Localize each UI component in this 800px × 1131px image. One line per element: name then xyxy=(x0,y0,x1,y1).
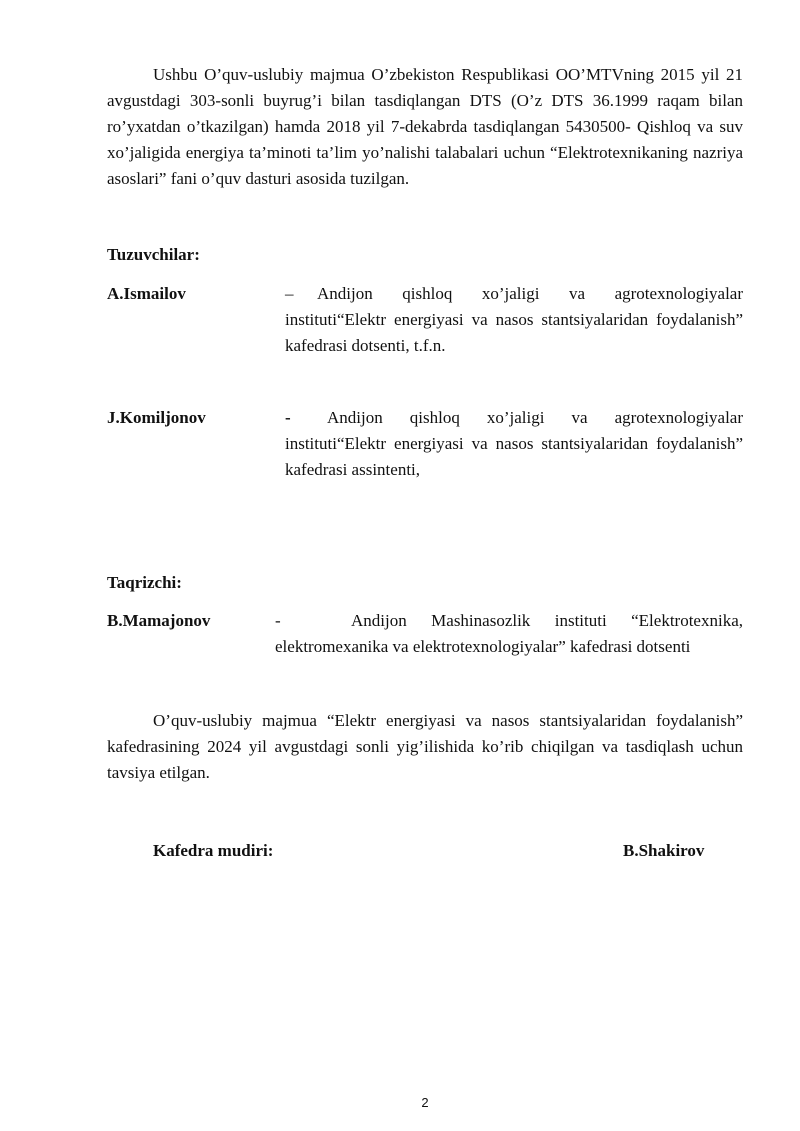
compiler-dash: - xyxy=(285,408,291,427)
intro-paragraph: Ushbu O’quv-uslubiy majmua O’zbekiston Respublikasi OO’MTVning 2015 yil 21 avgustdagi 303-sonli buyrug’i bilan tasdiqlangan DTS (O’z DTS 36.1999 raqam bilan ro’yxatdan o’tkazilgan) hamda 2018 yil 7-dekabrda tasdiqlangan 5430500- Qishloq va suv xo’jaligida energiya ta’minoti ta’lim yo’nalishi talabalari uchun “Elektrotexnikaning nazriya asoslari” fani o’quv dasturi asosida tuzilgan. xyxy=(107,65,743,188)
compilers-heading: Tuzuvchilar: xyxy=(107,245,200,264)
reviewer-description xyxy=(275,608,743,660)
signature-role: Kafedra mudiri: xyxy=(153,841,274,860)
compiler-name: J.Komiljonov xyxy=(107,408,206,427)
approval-paragraph: O’quv-uslubiy majmua “Elektr energiyasi va nasos stantsiyalaridan foydalanish” kafedrasining 2024 yil avgustdagi sonli yig’ilishida ko’rib chiqilgan va tasdiqlash uchun tavsiya etilgan. xyxy=(107,711,743,782)
compiler-desc-text: Andijon qishloq xo’jaligi va agrotexnologiyalar instituti“Elektr energiyasi va nasos stantsiyalaridan foydalanish” kafedrasi assintenti, xyxy=(285,408,743,479)
compiler-description xyxy=(285,281,743,359)
page-number: 2 xyxy=(421,1095,429,1110)
reviewer-desc-text: Andijon Mashinasozlik instituti “Elektrotexnika, elektromexanika va elektrotexnologiyalar” kafedrasi dotsenti xyxy=(275,611,743,656)
signature-name: B.Shakirov xyxy=(623,841,705,860)
reviewer-dash: - xyxy=(275,611,281,630)
reviewer-heading: Taqrizchi: xyxy=(107,573,182,592)
reviewer-name: B.Mamajonov xyxy=(107,611,211,630)
compiler-name: A.Ismailov xyxy=(107,284,186,303)
compiler-desc-text: Andijon qishloq xo’jaligi va agrotexnologiyalar instituti“Elektr energiyasi va nasos stantsiyalaridan foydalanish” kafedrasi dotsenti, t.f.n. xyxy=(285,284,743,355)
compiler-description xyxy=(285,405,743,483)
compiler-dash: – xyxy=(285,284,294,303)
